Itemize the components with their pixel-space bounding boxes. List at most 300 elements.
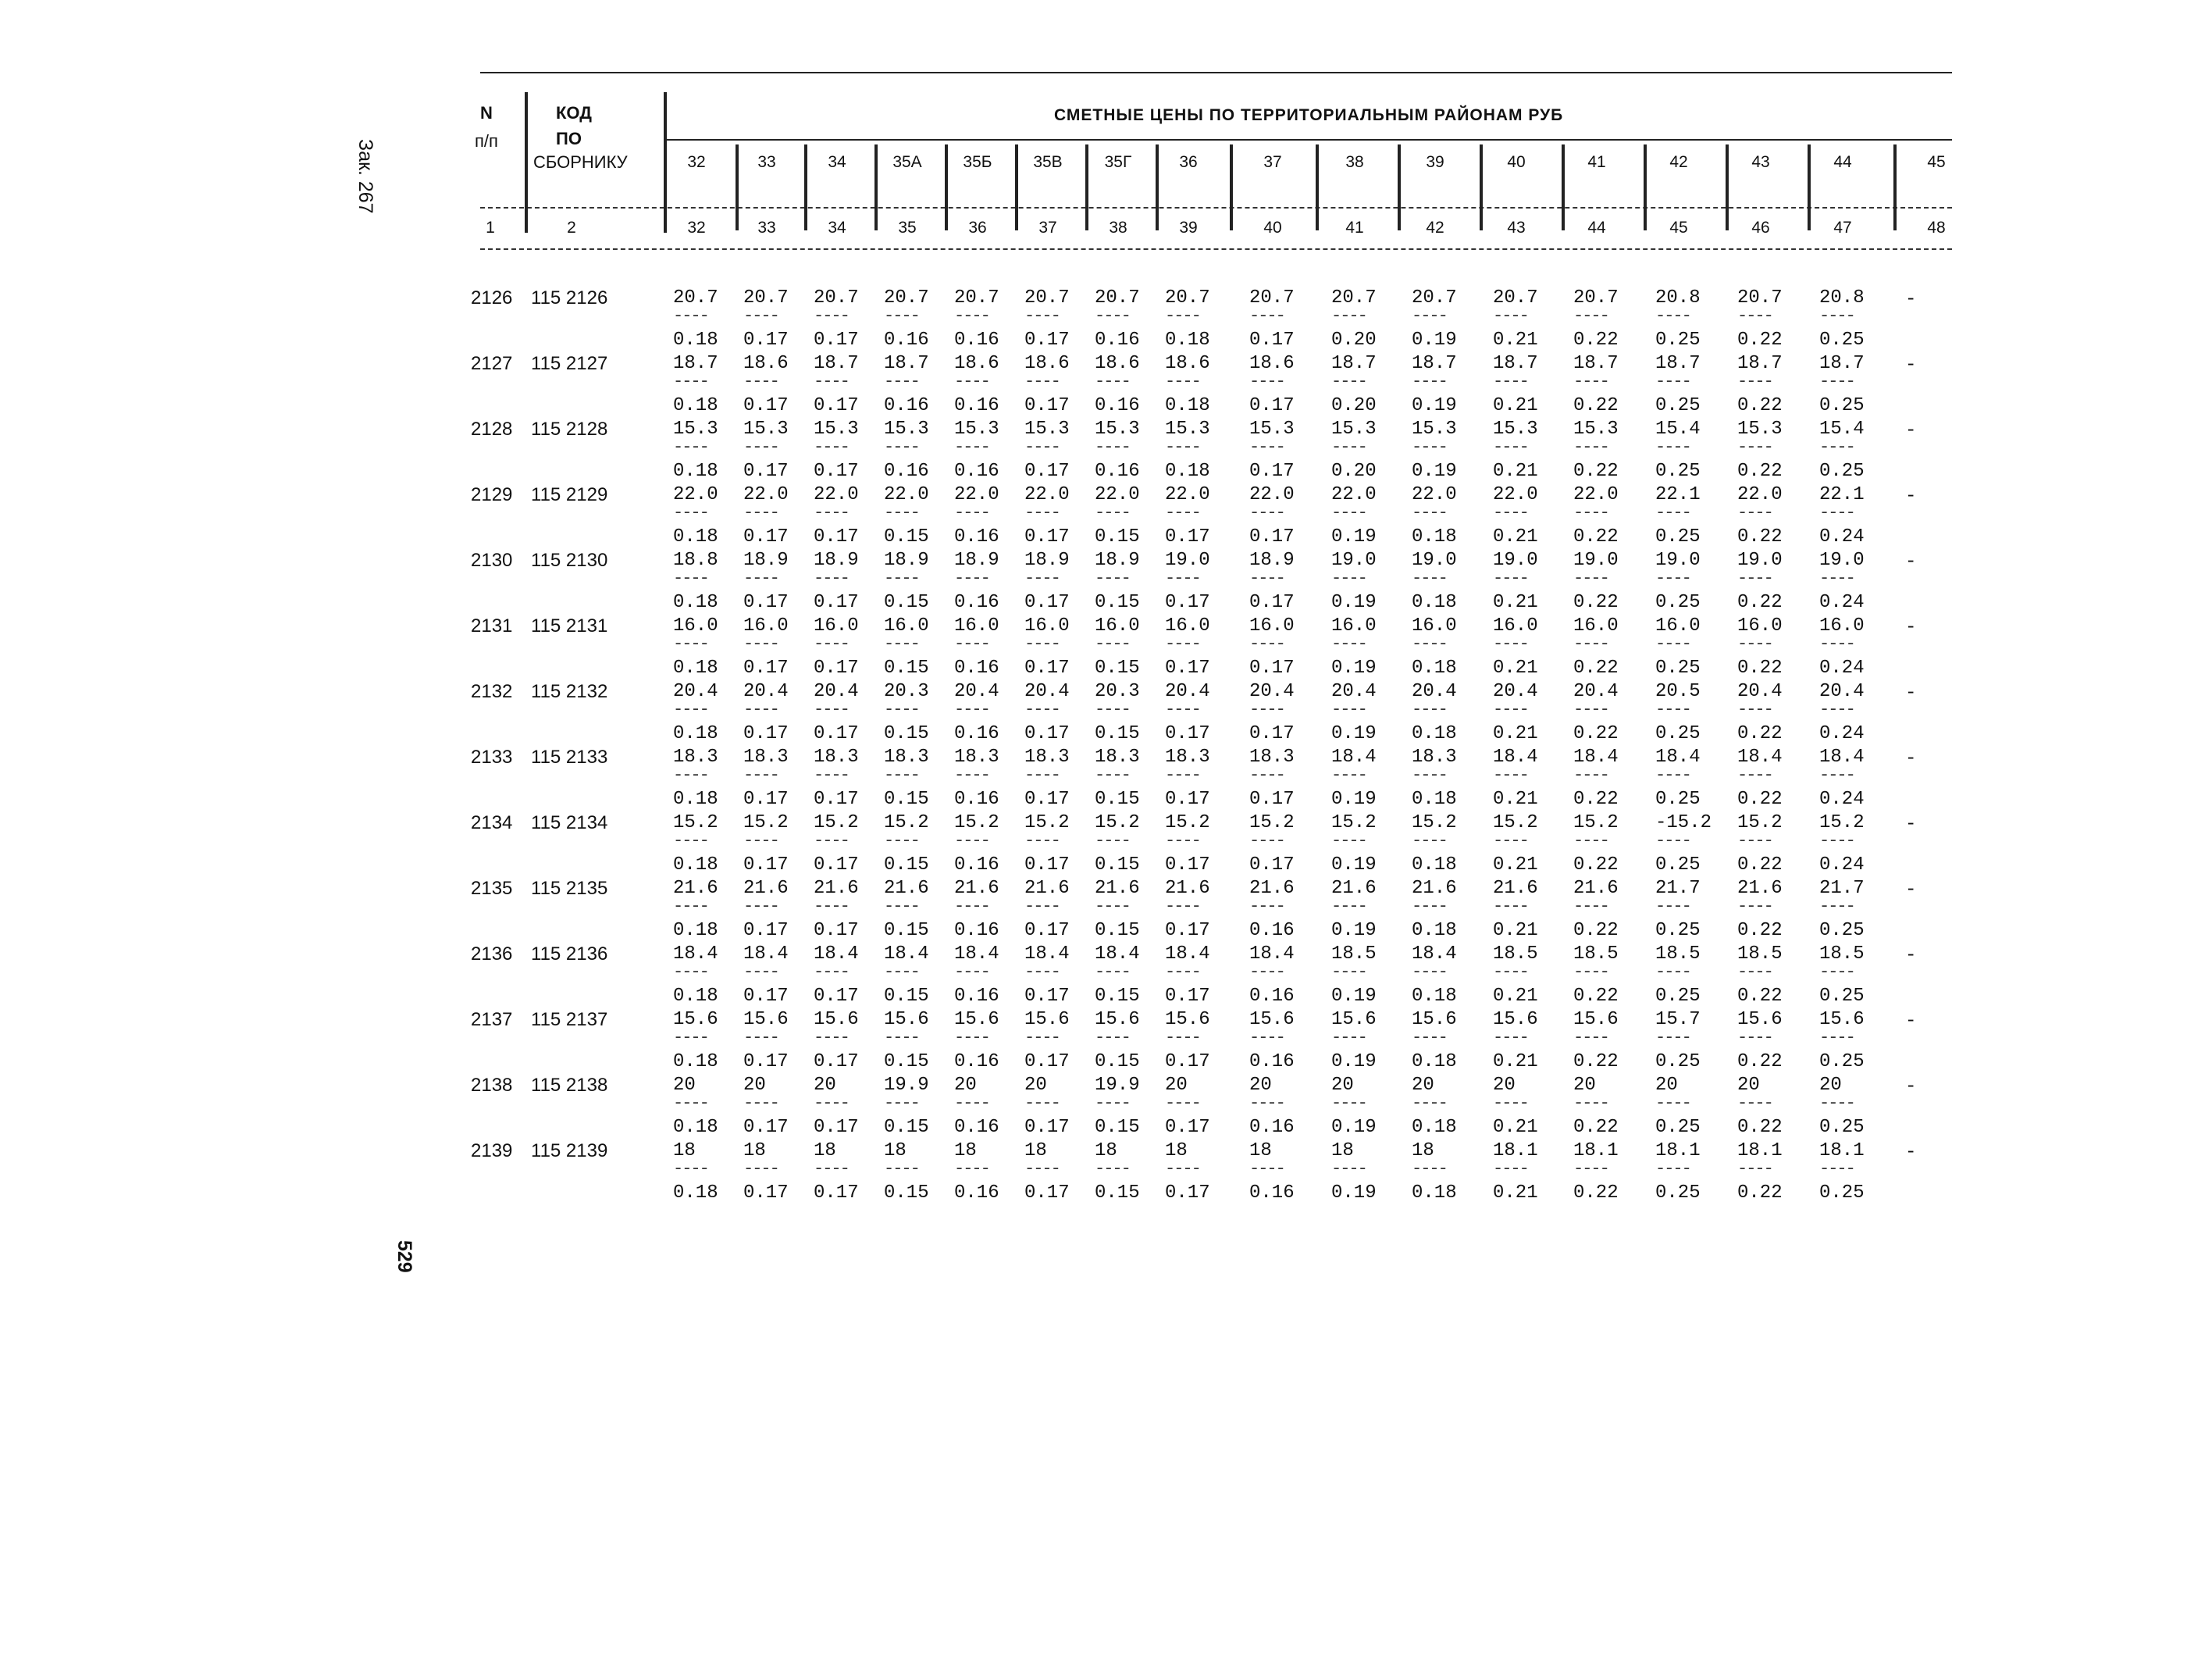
fraction-line: ---- [1573,831,1608,851]
price-value: 20 [673,1075,696,1096]
price-value: 21.6 [954,878,999,899]
fraction-line: ---- [884,569,919,588]
coefficient-value: 0.22 [1737,854,1783,876]
fraction-line: ---- [954,503,989,522]
row-end-mark: - [1905,420,1917,441]
fraction-line: ---- [954,700,989,719]
row-number: 2133 [471,747,513,768]
price-value: 18.7 [1819,353,1865,374]
coefficient-value: 0.16 [954,330,999,351]
fraction-line: ---- [1249,1093,1284,1113]
coefficient-value: 0.17 [1249,658,1295,679]
fraction-line: ---- [954,1028,989,1047]
row-end-mark: - [1905,748,1917,769]
fraction-line: ---- [1819,503,1854,522]
coefficient-value: 0.16 [954,723,999,744]
fraction-line: ---- [1331,306,1366,326]
price-value: 20.4 [1331,681,1377,702]
coefficient-value: 0.15 [1095,854,1140,876]
price-value: 15.2 [884,812,929,833]
fraction-line: ---- [1331,765,1366,785]
price-value: 18.9 [814,550,859,571]
coefficient-value: 0.16 [1095,330,1140,351]
price-value: 18 [1095,1140,1117,1161]
row-code: 115 2128 [531,419,608,440]
coefficient-value: 0.25 [1819,1117,1865,1138]
district-label: 35В [1033,153,1063,171]
fraction-line: ---- [1573,700,1608,719]
price-value: 16.0 [743,615,789,637]
coefficient-value: 0.18 [673,526,718,547]
price-value: 21.6 [1024,878,1070,899]
coefficient-value: 0.18 [1412,1117,1457,1138]
coefficient-value: 0.16 [954,1182,999,1204]
header-title-rule [664,139,1952,141]
fraction-line: ---- [1095,897,1130,916]
fraction-line: ---- [1024,1093,1060,1113]
row-number: 2132 [471,681,513,702]
fraction-line: ---- [673,962,708,982]
price-value: 18.1 [1573,1140,1619,1161]
price-value: 15.6 [1819,1009,1865,1030]
fraction-line: ---- [1095,1093,1130,1113]
coefficient-value: 0.17 [1024,723,1070,744]
price-value: 22.0 [1024,484,1070,505]
column-number: 44 [1587,219,1606,237]
coefficient-value: 0.22 [1737,920,1783,941]
fraction-line: ---- [1573,306,1608,326]
coefficient-value: 0.17 [1249,592,1295,613]
fraction-line: ---- [1024,1028,1060,1047]
coefficient-value: 0.15 [1095,1117,1140,1138]
price-value: 21.7 [1819,878,1865,899]
coefficient-value: 0.22 [1573,1117,1619,1138]
price-value: 16.0 [1165,615,1210,637]
fraction-line: ---- [1493,437,1528,457]
price-value: 18.4 [673,943,718,965]
fraction-line: ---- [1165,569,1200,588]
fraction-line: ---- [1573,1159,1608,1179]
fraction-line: ---- [1412,962,1447,982]
coefficient-value: 0.15 [884,986,929,1007]
price-value: 15.2 [1819,812,1865,833]
fraction-line: ---- [1165,306,1200,326]
price-value: 22.0 [1249,484,1295,505]
coefficient-value: 0.25 [1655,1117,1701,1138]
coefficient-value: 0.17 [1024,789,1070,810]
coefficient-value: 0.22 [1573,1051,1619,1072]
coefficient-value: 0.18 [673,395,718,416]
row-code: 115 2131 [531,615,608,637]
price-value: 18 [1249,1140,1272,1161]
coefficient-value: 0.24 [1819,723,1865,744]
coefficient-value: 0.17 [1165,854,1210,876]
coefficient-value: 0.15 [884,789,929,810]
coefficient-value: 0.19 [1331,658,1377,679]
price-value: 20.4 [954,681,999,702]
price-value: 18.9 [884,550,929,571]
column-number: 35 [898,219,917,237]
price-value: 18.4 [1655,747,1701,768]
price-value: 18.5 [1655,943,1701,965]
fraction-line: ---- [1165,700,1200,719]
header-mid-rule [480,207,1952,209]
fraction-line: ---- [884,306,919,326]
price-value: 16.0 [1024,615,1070,637]
fraction-line: ---- [1573,503,1608,522]
price-value: 15.7 [1655,1009,1701,1030]
fraction-line: ---- [1737,831,1772,851]
coefficient-value: 0.19 [1412,330,1457,351]
coefficient-value: 0.16 [954,920,999,941]
coefficient-value: 0.17 [1024,854,1070,876]
price-value: 20.4 [673,681,718,702]
coefficient-value: 0.17 [1165,526,1210,547]
price-value: 15.6 [884,1009,929,1030]
price-value: 20.4 [1737,681,1783,702]
col-code-label-3: СБОРНИКУ [533,152,628,172]
coefficient-value: 0.17 [1249,789,1295,810]
fraction-line: ---- [743,1093,778,1113]
coefficient-value: 0.19 [1412,395,1457,416]
coefficient-value: 0.17 [1165,723,1210,744]
coefficient-value: 0.17 [743,461,789,482]
price-value: 15.3 [1493,419,1538,440]
fraction-line: ---- [1024,569,1060,588]
fraction-line: ---- [1493,765,1528,785]
fraction-line: ---- [1819,700,1854,719]
fraction-line: ---- [1024,437,1060,457]
price-value: 16.0 [954,615,999,637]
coefficient-value: 0.21 [1493,920,1538,941]
district-label: 36 [1179,153,1198,171]
coefficient-value: 0.17 [814,658,859,679]
coefficient-value: 0.25 [1819,1051,1865,1072]
coefficient-value: 0.24 [1819,526,1865,547]
fraction-line: ---- [1024,634,1060,654]
coefficient-value: 0.15 [1095,658,1140,679]
fraction-line: ---- [1331,634,1366,654]
coefficient-value: 0.25 [1819,395,1865,416]
coefficient-value: 0.17 [1249,461,1295,482]
fraction-line: ---- [1095,437,1130,457]
fraction-line: ---- [1819,437,1854,457]
fraction-line: ---- [1249,503,1284,522]
fraction-line: ---- [954,1093,989,1113]
coefficient-value: 0.22 [1737,526,1783,547]
coefficient-value: 0.17 [814,461,859,482]
price-value: 21.6 [673,878,718,899]
fraction-line: ---- [1412,897,1447,916]
price-value: 16.0 [1573,615,1619,637]
fraction-line: ---- [1024,831,1060,851]
coefficient-value: 0.17 [814,986,859,1007]
price-value: 20.3 [1095,681,1140,702]
coefficient-value: 0.25 [1655,330,1701,351]
coefficient-value: 0.19 [1331,1182,1377,1204]
fraction-line: ---- [1024,503,1060,522]
fraction-line: ---- [884,897,919,916]
price-value: 21.6 [1249,878,1295,899]
coefficient-value: 0.16 [954,395,999,416]
fraction-line: ---- [673,1028,708,1047]
price-value: 20.4 [1573,681,1619,702]
coefficient-value: 0.16 [954,854,999,876]
header-column-divider [1562,144,1565,230]
price-value: 20 [1493,1075,1516,1096]
fraction-line: ---- [673,765,708,785]
fraction-line: ---- [1819,1093,1854,1113]
coefficient-value: 0.22 [1737,1182,1783,1204]
fraction-line: ---- [1412,700,1447,719]
price-value: 15.2 [1412,812,1457,833]
fraction-line: ---- [1095,1159,1130,1179]
fraction-line: ---- [1493,700,1528,719]
price-value: 16.0 [884,615,929,637]
price-value: 20 [1412,1075,1434,1096]
fraction-line: ---- [814,700,849,719]
price-value: 19.0 [1331,550,1377,571]
coefficient-value: 0.21 [1493,986,1538,1007]
fraction-line: ---- [1165,1028,1200,1047]
district-label: 35А [892,153,922,171]
fraction-line: ---- [1095,831,1130,851]
price-value: 18.6 [743,353,789,374]
coefficient-value: 0.19 [1331,1051,1377,1072]
row-code: 115 2137 [531,1009,608,1030]
fraction-line: ---- [1412,634,1447,654]
price-value: 18.4 [814,943,859,965]
margin-note: Зак. 267 [354,139,376,214]
row-code: 115 2127 [531,353,608,374]
price-value: 20.4 [1412,681,1457,702]
fraction-line: ---- [1412,831,1447,851]
fraction-line: ---- [1655,569,1690,588]
coefficient-value: 0.18 [1412,920,1457,941]
price-value: 18.5 [1737,943,1783,965]
price-value: 15.6 [1165,1009,1210,1030]
coefficient-value: 0.17 [743,1117,789,1138]
fraction-line: ---- [954,962,989,982]
fraction-line: ---- [1493,569,1528,588]
coefficient-value: 0.24 [1819,592,1865,613]
row-code: 115 2126 [531,287,608,308]
price-value: 22.0 [1737,484,1783,505]
price-value: 21.6 [1412,878,1457,899]
district-label: 38 [1345,153,1364,171]
price-value: 18.3 [814,747,859,768]
row-code: 115 2139 [531,1140,608,1161]
fraction-line: ---- [1024,700,1060,719]
coefficient-value: 0.22 [1573,395,1619,416]
coefficient-value: 0.15 [884,1117,929,1138]
coefficient-value: 0.21 [1493,789,1538,810]
fraction-line: ---- [1819,1028,1854,1047]
coefficient-value: 0.25 [1819,920,1865,941]
price-value: 20.7 [814,287,859,308]
price-value: 15.3 [1024,419,1070,440]
coefficient-value: 0.25 [1819,461,1865,482]
price-value: 19.0 [1493,550,1538,571]
coefficient-value: 0.17 [1165,920,1210,941]
coefficient-value: 0.17 [814,592,859,613]
column-number: 2 [567,219,576,237]
fraction-line: ---- [743,437,778,457]
price-value: 20 [1165,1075,1188,1096]
coefficient-value: 0.15 [884,526,929,547]
coefficient-value: 0.17 [1165,789,1210,810]
page-number: 529 [394,1240,415,1273]
fraction-line: ---- [814,634,849,654]
row-number: 2135 [471,878,513,899]
fraction-line: ---- [954,1159,989,1179]
price-value: 18 [1331,1140,1354,1161]
fraction-line: ---- [1331,831,1366,851]
price-value: 15.2 [1024,812,1070,833]
price-value: 21.6 [1095,878,1140,899]
price-value: 15.2 [1331,812,1377,833]
fraction-line: ---- [1737,1159,1772,1179]
fraction-line: ---- [884,962,919,982]
price-value: 15.2 [814,812,859,833]
fraction-line: ---- [1095,306,1130,326]
coefficient-value: 0.18 [1412,526,1457,547]
fraction-line: ---- [954,437,989,457]
price-value: 15.2 [1165,812,1210,833]
fraction-line: ---- [1331,962,1366,982]
fraction-line: ---- [814,897,849,916]
fraction-line: ---- [814,831,849,851]
coefficient-value: 0.17 [1024,1182,1070,1204]
fraction-line: ---- [673,1093,708,1113]
price-value: 16.0 [1493,615,1538,637]
fraction-line: ---- [1412,503,1447,522]
fraction-line: ---- [1493,962,1528,982]
coefficient-value: 0.22 [1737,1051,1783,1072]
price-value: 15.6 [1412,1009,1457,1030]
coefficient-value: 0.22 [1573,461,1619,482]
price-value: 16.0 [1655,615,1701,637]
row-number: 2137 [471,1009,513,1030]
fraction-line: ---- [814,437,849,457]
coefficient-value: 0.19 [1331,789,1377,810]
price-value: 18.3 [1095,747,1140,768]
coefficient-value: 0.16 [1249,986,1295,1007]
price-value: 19.9 [884,1075,929,1096]
row-number: 2136 [471,943,513,965]
coefficient-value: 0.25 [1655,395,1701,416]
coefficient-value: 0.20 [1331,330,1377,351]
fraction-line: ---- [1819,569,1854,588]
price-value: 20.4 [1165,681,1210,702]
coefficient-value: 0.17 [814,526,859,547]
fraction-line: ---- [673,503,708,522]
fraction-line: ---- [884,503,919,522]
district-label: 41 [1587,153,1606,171]
fraction-line: ---- [1493,831,1528,851]
coefficient-value: 0.21 [1493,461,1538,482]
district-label: 45 [1927,153,1946,171]
fraction-line: ---- [1737,765,1772,785]
fraction-line: ---- [673,897,708,916]
coefficient-value: 0.25 [1655,592,1701,613]
coefficient-value: 0.17 [743,395,789,416]
fraction-line: ---- [1165,503,1200,522]
price-value: 18.4 [954,943,999,965]
coefficient-value: 0.17 [743,1051,789,1072]
row-end-mark: - [1905,879,1917,900]
price-value: 20.7 [1165,287,1210,308]
price-value: 18 [1165,1140,1188,1161]
price-value: 20 [954,1075,977,1096]
column-number: 40 [1263,219,1282,237]
district-label: 34 [828,153,846,171]
col-num-label-1: N [480,103,493,123]
coefficient-value: 0.16 [954,461,999,482]
row-code: 115 2129 [531,484,608,505]
coefficient-value: 0.18 [673,461,718,482]
fraction-line: ---- [954,765,989,785]
header-top-rule [480,72,1952,73]
fraction-line: ---- [1331,1028,1366,1047]
price-value: 18.4 [1493,747,1538,768]
coefficient-value: 0.16 [884,395,929,416]
price-value: 21.6 [1737,878,1783,899]
coefficient-value: 0.16 [954,986,999,1007]
fraction-line: ---- [1331,700,1366,719]
coefficient-value: 0.22 [1573,330,1619,351]
row-code: 115 2132 [531,681,608,702]
coefficient-value: 0.17 [743,592,789,613]
fraction-line: ---- [743,1028,778,1047]
price-value: 18.3 [1249,747,1295,768]
price-value: 18.7 [1655,353,1701,374]
price-value: 18.6 [1024,353,1070,374]
price-value: 22.0 [884,484,929,505]
coefficient-value: 0.17 [1024,395,1070,416]
price-value: 18.6 [1249,353,1295,374]
fraction-line: ---- [954,372,989,391]
coefficient-value: 0.17 [1024,986,1070,1007]
fraction-line: ---- [1573,897,1608,916]
fraction-line: ---- [1655,700,1690,719]
column-number: 1 [486,219,495,237]
fraction-line: ---- [884,634,919,654]
price-value: 18 [814,1140,836,1161]
price-value: 18 [743,1140,766,1161]
fraction-line: ---- [1412,1093,1447,1113]
price-value: 20.7 [1573,287,1619,308]
price-value: 18.5 [1819,943,1865,965]
price-value: 15.2 [954,812,999,833]
price-value: 15.3 [743,419,789,440]
coefficient-value: 0.18 [673,920,718,941]
price-value: 18.4 [1024,943,1070,965]
coefficient-value: 0.15 [1095,789,1140,810]
column-number: 46 [1751,219,1770,237]
coefficient-value: 0.16 [1249,920,1295,941]
fraction-line: ---- [743,700,778,719]
price-value: 20.8 [1819,287,1865,308]
fraction-line: ---- [1249,634,1284,654]
coefficient-value: 0.17 [1165,592,1210,613]
price-value: 18.3 [673,747,718,768]
fraction-line: ---- [1412,569,1447,588]
price-value: 18.9 [743,550,789,571]
fraction-line: ---- [1095,1028,1130,1047]
col-num-label-2: п/п [475,131,498,151]
row-code: 115 2130 [531,550,608,571]
